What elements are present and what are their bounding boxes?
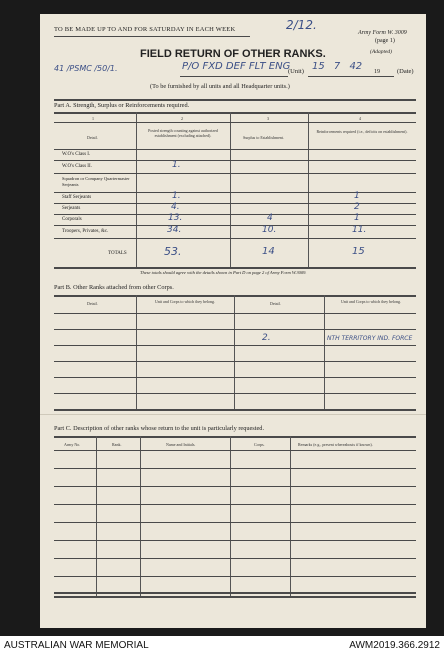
partC-title: Part C. Description of other ranks whose return to the unit is particularly requested.: [54, 425, 265, 432]
unit-value: P/O FXD DEF FLT ENG: [182, 61, 291, 72]
partB-title: Part B. Other Ranks attached from other Corps.: [54, 284, 174, 291]
form-title: FIELD RETURN OF OTHER RANKS.: [140, 48, 326, 60]
partA-title: Part A. Strength, Surplus or Reinforcements required.: [54, 102, 190, 109]
partA-table: [54, 112, 416, 269]
row-posted-serjeants: 4.: [171, 202, 180, 212]
header-posted: Posted strength counting against authorized establishment (excluding attached).: [148, 128, 218, 138]
partB-entry-unit: NTH TERRITORY IND. FORCE: [327, 335, 413, 342]
row-label-corporals: Corporals: [62, 217, 82, 222]
partC-header-remarks: Remarks (e.g., present whereabouts if known).: [298, 442, 373, 447]
totals-reinf: 15: [352, 246, 365, 257]
partB-entry-detail: 2.: [262, 333, 271, 343]
colnum-2: 2: [181, 116, 183, 121]
row-posted-troopers: 34.: [167, 225, 182, 235]
unit-line: [180, 76, 288, 77]
partC-header-name: Name and Initials.: [166, 442, 196, 447]
army-form-number: Army Form W. 3009: [358, 30, 407, 36]
partB-header-unit-2: Unit and Corps to which they belong.: [340, 299, 402, 304]
row-reinf-corporals: 1: [354, 213, 360, 223]
date-label: (Date): [397, 68, 414, 75]
colnum-1: 1: [92, 116, 94, 121]
header-detail: Detail.: [87, 135, 98, 140]
row-label-wo1: W.O's Class I.: [62, 152, 91, 157]
document-page: [40, 14, 426, 628]
caption-right: AWM2019.366.2912: [349, 640, 440, 651]
totals-posted: 53.: [164, 245, 182, 258]
handwritten-ref-top: 2/12.: [286, 18, 317, 32]
row-reinf-troopers: 11.: [352, 225, 367, 235]
instruction-underline: [54, 36, 250, 37]
handwritten-margin-ref: 41 /PSMC /50/1.: [54, 64, 118, 73]
partC-header-army-no: Army No.: [64, 442, 81, 447]
partC-header-corps: Corps.: [254, 442, 265, 447]
top-instruction: TO BE MADE UP TO AND FOR SATURDAY IN EACH WEEK: [54, 26, 236, 33]
row-posted-corporals: 13.: [168, 213, 183, 223]
caption-left: AUSTRALIAN WAR MEMORIAL: [4, 640, 149, 651]
header-reinforcements: Reinforcements required (i.e., deficits on establishment).: [316, 129, 408, 134]
row-posted-staff-serjeants: 1.: [172, 191, 181, 201]
row-reinf-serjeants: 2: [354, 202, 360, 212]
fold-crease: [40, 414, 426, 415]
unit-label: (Unit): [288, 68, 304, 75]
partB-table: [54, 295, 416, 411]
partB-header-unit-1: Unit and Corps to which they belong.: [154, 299, 216, 304]
header-surplus: Surplus to Establishment.: [243, 135, 284, 140]
row-label-staff-serjeants: Staff Serjeants: [62, 195, 92, 200]
partC-header-rank: Rank.: [112, 442, 122, 447]
date-line: [308, 76, 394, 77]
row-surplus-troopers: 10.: [262, 225, 277, 235]
totals-surplus: 14: [262, 246, 275, 257]
partC-table: [54, 436, 416, 598]
colnum-4: 4: [359, 116, 361, 121]
totals-label: TOTALS: [108, 251, 127, 256]
date-value: 15 7 42: [312, 61, 363, 72]
row-posted-wo2: 1.: [172, 160, 181, 170]
row-label-wo2: W.O's Class II.: [62, 164, 92, 169]
row-reinf-staff-serjeants: 1: [354, 191, 360, 201]
partB-header-detail-1: Detail.: [87, 301, 98, 306]
furnished-note: (To be furnished by all units and all Headquarter units.): [150, 83, 290, 90]
partA-top-rule: [54, 99, 416, 101]
page-number: (page 1): [375, 38, 395, 44]
partB-header-detail-2: Detail.: [270, 301, 281, 306]
partA-footnote: These totals should agree with the details shown in Part D on page 2 of Army Form W.3009.: [140, 270, 307, 275]
row-label-serjeants: Serjeants: [62, 206, 81, 211]
row-label-cqms: Squadron or Company Quartermaster Serjeants: [62, 176, 130, 187]
row-label-troopers: Troopers, Privates, &c.: [62, 229, 109, 234]
row-surplus-corporals: 4: [267, 213, 273, 223]
date-year-suffix: 19: [374, 69, 380, 75]
adapted-note: (Adapted): [370, 49, 392, 55]
colnum-3: 3: [267, 116, 269, 121]
